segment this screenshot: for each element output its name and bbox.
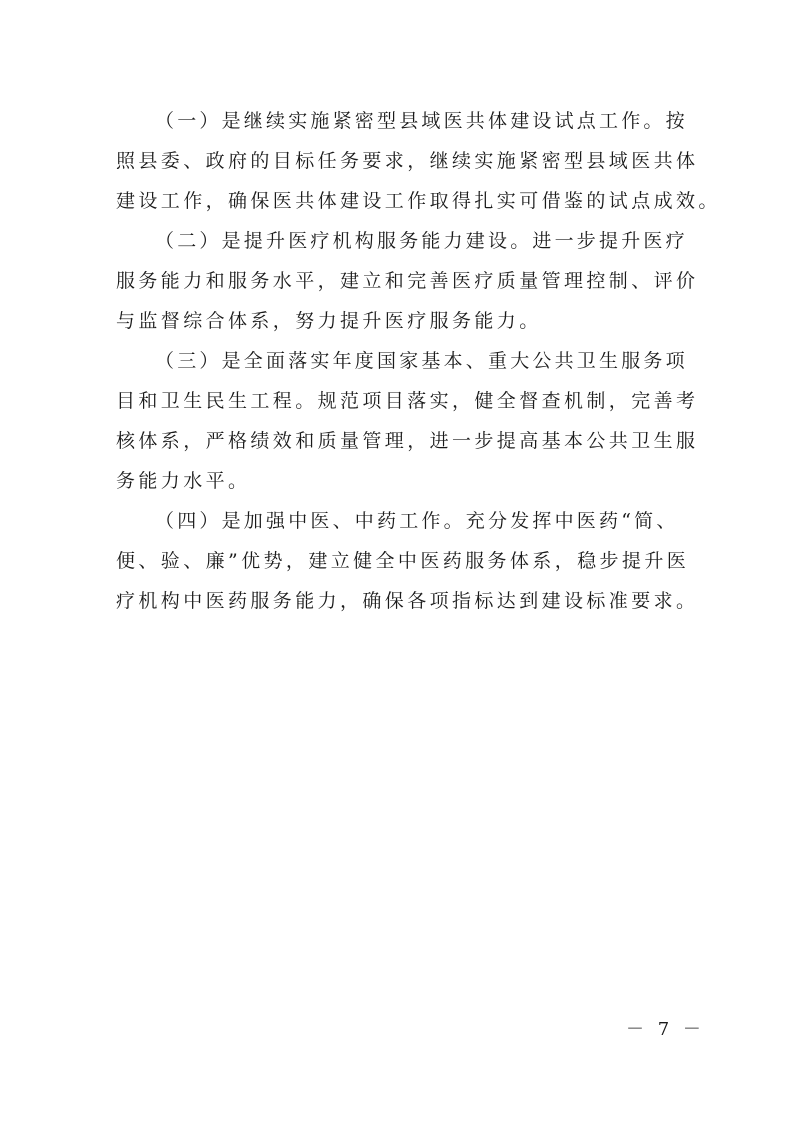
paragraph-3-line-2: 目和卫生民生工程。规范项目落实，健全督查机制，完善考 <box>116 390 699 412</box>
paragraph-3-line-4: 务能力水平。 <box>116 470 251 492</box>
paragraph-3-line-1: （三）是全面落实年度国家基本、重大公共卫生服务项 <box>155 350 688 372</box>
paragraph-1-line-2: 照县委、政府的目标任务要求，继续实施紧密型县域医共体 <box>116 150 699 172</box>
paragraph-1-line-3: 建设工作，确保医共体建设工作取得扎实可借鉴的试点成效。 <box>116 190 721 212</box>
page-number: － 7 － <box>626 1019 705 1040</box>
paragraph-2-line-3: 与监督综合体系，努力提升医疗服务能力。 <box>116 310 542 332</box>
paragraph-4-line-2: 便、验、廉”优势，建立健全中医药服务体系，稳步提升医 <box>116 550 690 572</box>
paragraph-4-line-1: （四）是加强中医、中药工作。充分发挥中医药“简、 <box>155 510 679 532</box>
paragraph-1-line-1: （一）是继续实施紧密型县域医共体建设试点工作。按 <box>155 110 688 132</box>
paragraph-2-line-2: 服务能力和服务水平，建立和完善医疗质量管理控制、评价 <box>116 270 699 292</box>
paragraph-3-line-3: 核体系，严格绩效和质量管理，进一步提高基本公共卫生服 <box>116 430 699 452</box>
paragraph-2-line-1: （二）是提升医疗机构服务能力建设。进一步提升医疗 <box>155 230 688 252</box>
paragraph-4-line-3: 疗机构中医药服务能力，确保各项指标达到建设标准要求。 <box>116 590 699 612</box>
